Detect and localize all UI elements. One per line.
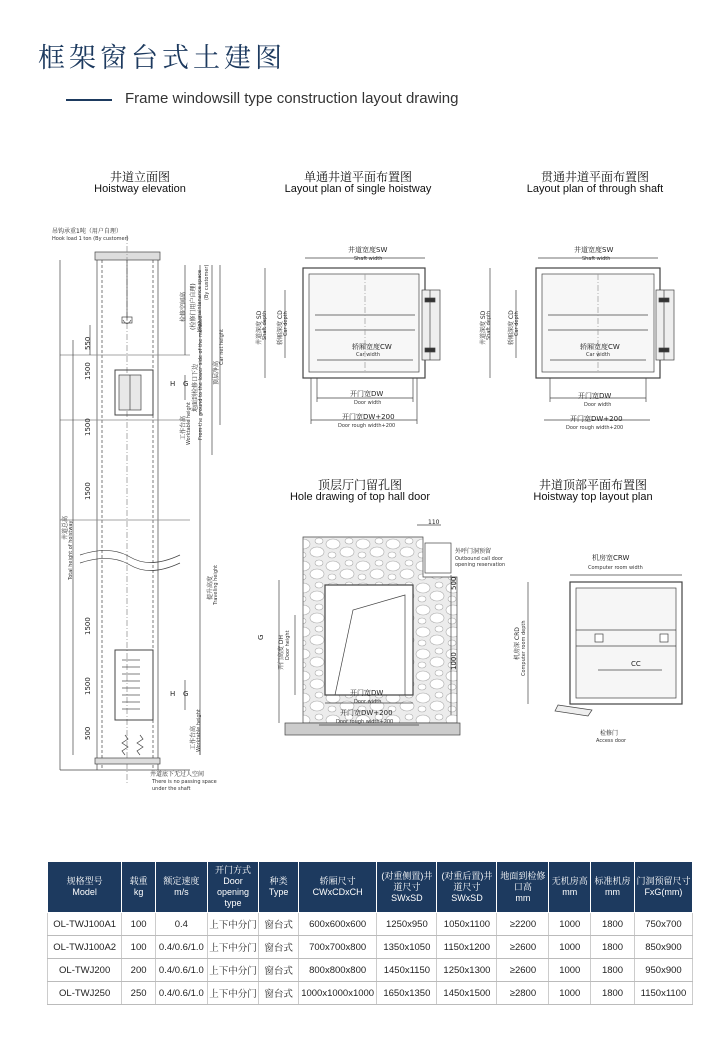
single-cd-cn: 轿厢深度 CD (277, 310, 284, 345)
table-cell: ≥2200 (497, 913, 549, 936)
single-cw-en: Car width (356, 352, 380, 358)
through-sw-en: Shaft width (582, 256, 611, 262)
table-header-cn: 门洞预留尺寸 (636, 876, 691, 886)
top-crd-en: Computer room depth (521, 620, 527, 676)
through-dwr-en: Door rough width+200 (566, 425, 624, 431)
table-cell: 1050x1100 (437, 913, 497, 936)
elevation-caption-cn: 井道立面图 (109, 170, 170, 184)
table-cell: 1800 (591, 959, 635, 982)
through-cd-cn: 轿厢深度 CD (508, 310, 515, 345)
car-net-height-en: Car net height (219, 329, 225, 365)
table-header-cn: 标准机房 (594, 876, 631, 886)
hole-dh-cn: 开门高度 DH (278, 634, 285, 670)
outbound-en: Outbound call door (455, 556, 503, 562)
table-cell: 1150x1100 (634, 982, 692, 1005)
table-cell: 上下中分门 (207, 913, 258, 936)
pit-note-en: There is no passing space (152, 779, 217, 785)
top-access-en: Access door (596, 738, 627, 744)
through-dw-en: Door width (584, 402, 612, 408)
hole-dw-cn: 开门宽DW (350, 689, 384, 697)
table-cell: 850x900 (634, 936, 692, 959)
table-header-cell (207, 862, 258, 913)
through-cw-en: Car width (586, 352, 610, 358)
through-dwr-cn: 开门宽DW+200 (570, 415, 623, 423)
top-caption-cn: 井道顶部平面布置图 (538, 478, 647, 492)
table-header-en: SWxSD (451, 892, 483, 903)
travel-height-en: Traveling height (213, 564, 219, 605)
pit-note-cn: 井道底下无过人空间 (150, 771, 205, 778)
single-sw-cn: 井道宽度SW (348, 246, 388, 254)
table-header-cn: (对重后置)井道尺寸 (441, 870, 493, 892)
table-cell: 750x700 (634, 913, 692, 936)
table-header-cell (497, 862, 549, 913)
table-header-cell (377, 862, 437, 913)
table-cell: 0.4 (155, 913, 207, 936)
through-sd-en: Shaft depth (486, 310, 492, 340)
single-caption-en: Layout plan of single hoistway (284, 183, 432, 195)
overhead-cn2: (检修门用户自理) (190, 283, 197, 330)
table-cell: 1000 (549, 913, 591, 936)
spec-table (47, 861, 693, 1005)
hook-load-cn: 吊钩承重1吨（用户自理） (52, 228, 122, 235)
through-sw-cn: 井道宽度SW (574, 246, 614, 254)
single-caption-cn: 单通井道平面布置图 (303, 170, 412, 184)
travel-height-cn: 提升高度 (207, 575, 214, 600)
page-subtitle: Frame windowsill type construction layout drawing (125, 90, 459, 107)
table-cell: 上下中分门 (207, 959, 258, 982)
table-header-en: Door opening type (217, 876, 250, 908)
worktable-lower-cn: 工作台高 (190, 725, 197, 750)
table-header-en: mm (605, 887, 620, 897)
table-cell: 100 (122, 913, 156, 936)
table-cell: 1250x950 (377, 913, 437, 936)
dim-1500-b: 1500 (84, 418, 92, 436)
hook-load-en: Hook load 1 ton (By customer) (52, 236, 129, 242)
table-cell: 800x800x800 (298, 959, 376, 982)
dim-1500-a: 1500 (84, 362, 92, 380)
table-cell: 1450x1150 (377, 959, 437, 982)
table-cell: 1350x1050 (377, 936, 437, 959)
table-cell: 0.4/0.6/1.0 (155, 936, 207, 959)
label-H-lower: H (170, 690, 176, 698)
table-cell: 950x900 (634, 959, 692, 982)
table-header-cn: (对重侧置)井道尺寸 (381, 870, 433, 892)
top-crw-cn: 机房宽CRW (592, 554, 630, 562)
top-access-cn: 检修门 (600, 730, 619, 737)
single-cw-cn: 轿厢宽度CW (352, 343, 392, 351)
pit-note-en2: under the shaft (152, 786, 191, 792)
table-cell: ≥2800 (497, 982, 549, 1005)
table-header-cn: 种类 (269, 876, 288, 886)
table-header-en: Model (72, 887, 97, 897)
table-header-cell (155, 862, 207, 913)
single-sd-cn: 井道深度 SD (256, 310, 263, 345)
table-cell: 0.4/0.6/1.0 (155, 982, 207, 1005)
dim-1500-d: 1500 (84, 617, 92, 635)
hole-caption-cn: 顶层厅门留孔图 (317, 478, 402, 492)
table-cell: OL-TWJ250 (48, 982, 122, 1005)
label-H-upper: H (170, 380, 176, 388)
through-caption-en: Layout plan of through shaft (526, 183, 664, 195)
single-dwr-cn: 开门宽DW+200 (342, 413, 395, 421)
table-header-cell (259, 862, 299, 913)
hole-dim-1000: 1000 (450, 652, 458, 670)
hole-dw-en: Door width (354, 699, 382, 705)
table-cell: 1000x1000x1000 (298, 982, 376, 1005)
table-header-en: kg (133, 887, 144, 897)
top-caption-en: Hoistway top layout plan (533, 491, 653, 503)
worktable-upper-cn: 工作台高 (180, 415, 187, 440)
dim-1500-e: 1500 (84, 677, 92, 695)
table-cell: 1250x1300 (437, 959, 497, 982)
table-header-cell (437, 862, 497, 913)
table-cell: 1800 (591, 982, 635, 1005)
through-caption-cn: 贯通井道平面布置图 (540, 170, 649, 184)
table-cell: ≥2600 (497, 959, 549, 982)
hole-dwr-cn: 开门宽DW+200 (340, 709, 393, 717)
label-G-lower: G (183, 690, 189, 698)
hole-label-G: G (257, 634, 265, 640)
table-cell: 窗台式 (259, 936, 299, 959)
table-cell: 1800 (591, 913, 635, 936)
overhead-en: High maintenance space (197, 269, 203, 332)
table-cell: 200 (122, 959, 156, 982)
table-header-cn: 额定速度 (163, 876, 200, 886)
overhead-cn: 检修空间高 (180, 291, 187, 322)
table-header-cn: 无机房高 (551, 876, 588, 886)
through-sd-cn: 井道深度 SD (480, 310, 487, 345)
single-dw-cn: 开门宽DW (350, 390, 384, 398)
table-header-cell (634, 862, 692, 913)
table-cell: 窗台式 (259, 913, 299, 936)
outbound-cn: 外呼门洞预留 (455, 548, 492, 555)
table-cell: ≥2600 (497, 936, 549, 959)
table-cell: OL-TWJ100A1 (48, 913, 122, 936)
table-header-cn: 开门方式 (215, 865, 252, 875)
outbound-en2: opening reservation (455, 562, 506, 568)
table-header-cn: 地面到检修口高 (500, 870, 546, 892)
table-header-cell (549, 862, 591, 913)
table-header-en: FxG(mm) (644, 887, 683, 897)
table-header-cell (122, 862, 156, 913)
table-row (48, 913, 693, 936)
total-height-en: Total height of hoistway (68, 520, 74, 580)
car-net-height-cn: 顶层净高 (213, 360, 220, 385)
table-header-cn: 轿厢尺寸 (319, 876, 356, 886)
table-header-en: m/s (174, 887, 189, 897)
dim-1500-c: 1500 (84, 482, 92, 500)
single-cd-en: Car depth (283, 311, 289, 336)
table-header-row (48, 862, 693, 913)
worktable-upper-en: Worktable height (186, 402, 192, 445)
table-cell: 1000 (549, 936, 591, 959)
hole-dim-110: 110 (428, 519, 440, 526)
table-header-cell (48, 862, 122, 913)
table-cell: 1000 (549, 982, 591, 1005)
single-dwr-en: Door rough width+200 (338, 423, 396, 429)
table-cell: 250 (122, 982, 156, 1005)
table-cell: 1800 (591, 936, 635, 959)
table-cell: 上下中分门 (207, 936, 258, 959)
hole-dh-en: Door height (285, 630, 291, 660)
table-cell: 700x700x800 (298, 936, 376, 959)
table-cell: 100 (122, 936, 156, 959)
top-plan-drawing (500, 540, 700, 750)
dim-500: 500 (84, 726, 92, 740)
hole-caption-en: Hole drawing of top hall door (289, 491, 431, 503)
through-cd-en: Car depth (514, 311, 520, 336)
table-cell: 窗台式 (259, 982, 299, 1005)
table-header-cn: 载重 (129, 876, 148, 886)
single-sw-en: Shaft width (354, 256, 383, 262)
title-divider (66, 99, 112, 101)
hole-dwr-en: Door rough width+200 (336, 719, 394, 725)
floor-manhole-en: From the ground to the lower side of the manhole (198, 315, 204, 440)
table-row (48, 982, 693, 1005)
table-header-cell (591, 862, 635, 913)
top-cc: CC (631, 660, 641, 668)
table-row (48, 936, 693, 959)
table-header-cell (298, 862, 376, 913)
top-crd-cn: 机房深 CRD (514, 627, 521, 660)
table-header-en: SWxSD (391, 892, 423, 903)
dim-550: 550 (84, 336, 92, 350)
through-dw-cn: 开门宽DW (578, 392, 612, 400)
table-cell: OL-TWJ100A2 (48, 936, 122, 959)
table-cell: 1150x1200 (437, 936, 497, 959)
overhead-en2: (By customer) (204, 264, 210, 300)
top-crw-en: Computer room width (588, 565, 643, 571)
table-cell: 0.4/0.6/1.0 (155, 959, 207, 982)
table-cell: 窗台式 (259, 959, 299, 982)
table-header-en: Type (268, 887, 289, 897)
table-header-en: mm (562, 887, 578, 897)
single-sd-en: Shaft depth (262, 310, 268, 340)
elevation-drawing (40, 225, 260, 805)
worktable-lower-en: Worktable height (196, 709, 202, 752)
elevation-caption-en: Hoistway elevation (94, 183, 186, 195)
table-header-en: CWxCDxCH (312, 887, 363, 897)
hole-dim-500: 500 (450, 576, 458, 590)
table-header-en: mm (515, 892, 531, 903)
floor-manhole-cn: 地面到检修口下边 (192, 363, 199, 412)
single-dw-en: Door width (354, 400, 382, 406)
table-cell: OL-TWJ200 (48, 959, 122, 982)
label-G-upper: G (183, 380, 189, 388)
through-cw-cn: 轿厢宽度CW (580, 343, 620, 351)
table-cell: 600x600x600 (298, 913, 376, 936)
table-cell: 1450x1500 (437, 982, 497, 1005)
table-cell: 1000 (549, 959, 591, 982)
table-header-cn: 规格型号 (66, 876, 103, 886)
total-height-cn: 井道总高 (62, 515, 69, 540)
table-cell: 上下中分门 (207, 982, 258, 1005)
table-cell: 1650x1350 (377, 982, 437, 1005)
page-title: 框架窗台式土建图 (38, 43, 286, 74)
table-row (48, 959, 693, 982)
